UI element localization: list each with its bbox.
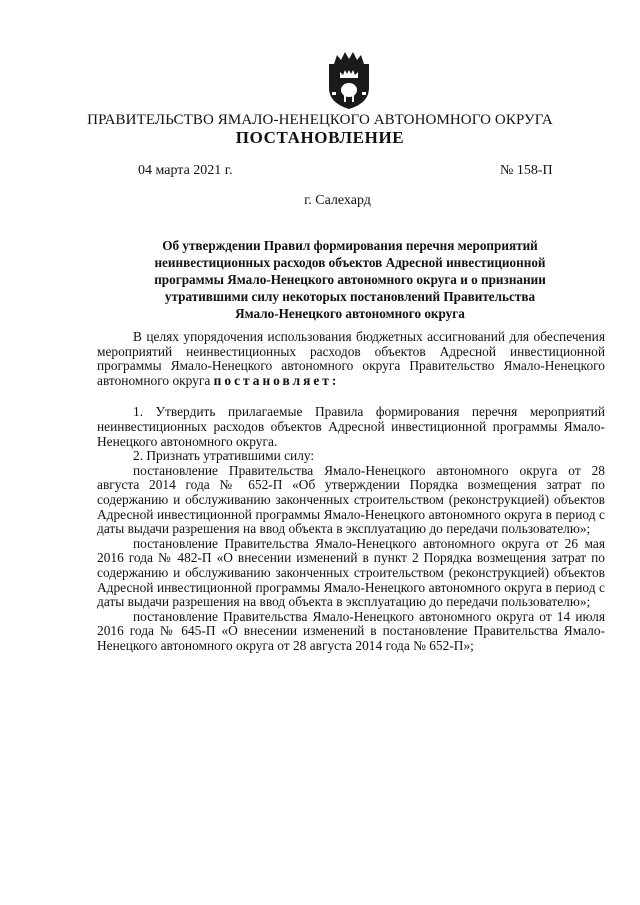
repealed-resolution-paragraph: постановление Правительства Ямало-Ненецкого автономного округа от 26 мая 2016 года № 482-П «О внесении изменений в пункт 2 Порядка возмещения затрат по содержанию и обслуживанию законченных строительством (реконструкцией) объектов Адресной инвестиционной программы Ямало-Ненецкого автономного округа в период с даты выдачи разрешения на ввод объекта в эксплуатацию до передачи пользователю»; bbox=[97, 535, 605, 610]
document-city: г. Салехард bbox=[304, 193, 371, 208]
item-paragraph: 1. Утвердить прилагаемые Правила формирования перечня мероприятий неинвестиционных расходов объектов Адресной инвестиционной программы Ямало-Ненецкого автономного округа. bbox=[97, 404, 605, 449]
document-heading bbox=[118, 237, 582, 322]
document-body bbox=[97, 330, 605, 653]
preamble-text: В целях упорядочения использования бюджетных ассигнований для обеспечения мероприятий неинвестиционных расходов объектов Адресной инвестиционной программы Ямало-Ненецкого автономного округа Правительство Ямало-Ненецкого автономного округа bbox=[97, 329, 605, 388]
heading-line: неинвестиционных расходов объектов Адресной инвестиционной bbox=[154, 255, 546, 270]
repealed-resolution-paragraph: постановление Правительства Ямало-Ненецкого автономного округа от 14 июля 2016 года № 645-П «О внесении изменений в постановление Правительства Ямало-Ненецкого автономного округа от 28 августа 2014 года № 652-П»; bbox=[97, 608, 605, 653]
repealed-resolution-paragraph: постановление Правительства Ямало-Ненецкого автономного округа от 28 августа 2014 года № 652-П «Об утверждении Порядка возмещения затрат по содержанию и обслуживанию законченных строительством (реконструкцией) объектов Адресной инвестиционной программы Ямало-Ненецкого автономного округа в период с даты выдачи разрешения на ввод объекта в эксплуатацию до передачи пользователю»; bbox=[97, 462, 605, 537]
decree-word: постановляет: bbox=[213, 372, 340, 388]
government-name: ПРАВИТЕЛЬСТВО ЯМАЛО-НЕНЕЦКОГО АВТОНОМНОГО ОКРУГА bbox=[87, 112, 553, 128]
item-paragraph: 2. Признать утратившими силу: bbox=[133, 448, 315, 464]
heading-line: программы Ямало-Ненецкого автономного округа и о признании bbox=[154, 272, 546, 287]
document-date: 04 марта 2021 г. bbox=[138, 163, 233, 178]
document-type-title: ПОСТАНОВЛЕНИЕ bbox=[235, 128, 405, 147]
document-number: № 158-П bbox=[500, 163, 553, 178]
coat-of-arms-emblem bbox=[324, 50, 374, 110]
preamble-paragraph bbox=[97, 330, 605, 388]
heading-line: утратившими силу некоторых постановлений Правительства bbox=[164, 289, 536, 304]
heading-line: Об утверждении Правил формирования перечня мероприятий bbox=[162, 238, 538, 253]
heading-line: Ямало-Ненецкого автономного округа bbox=[235, 306, 465, 321]
